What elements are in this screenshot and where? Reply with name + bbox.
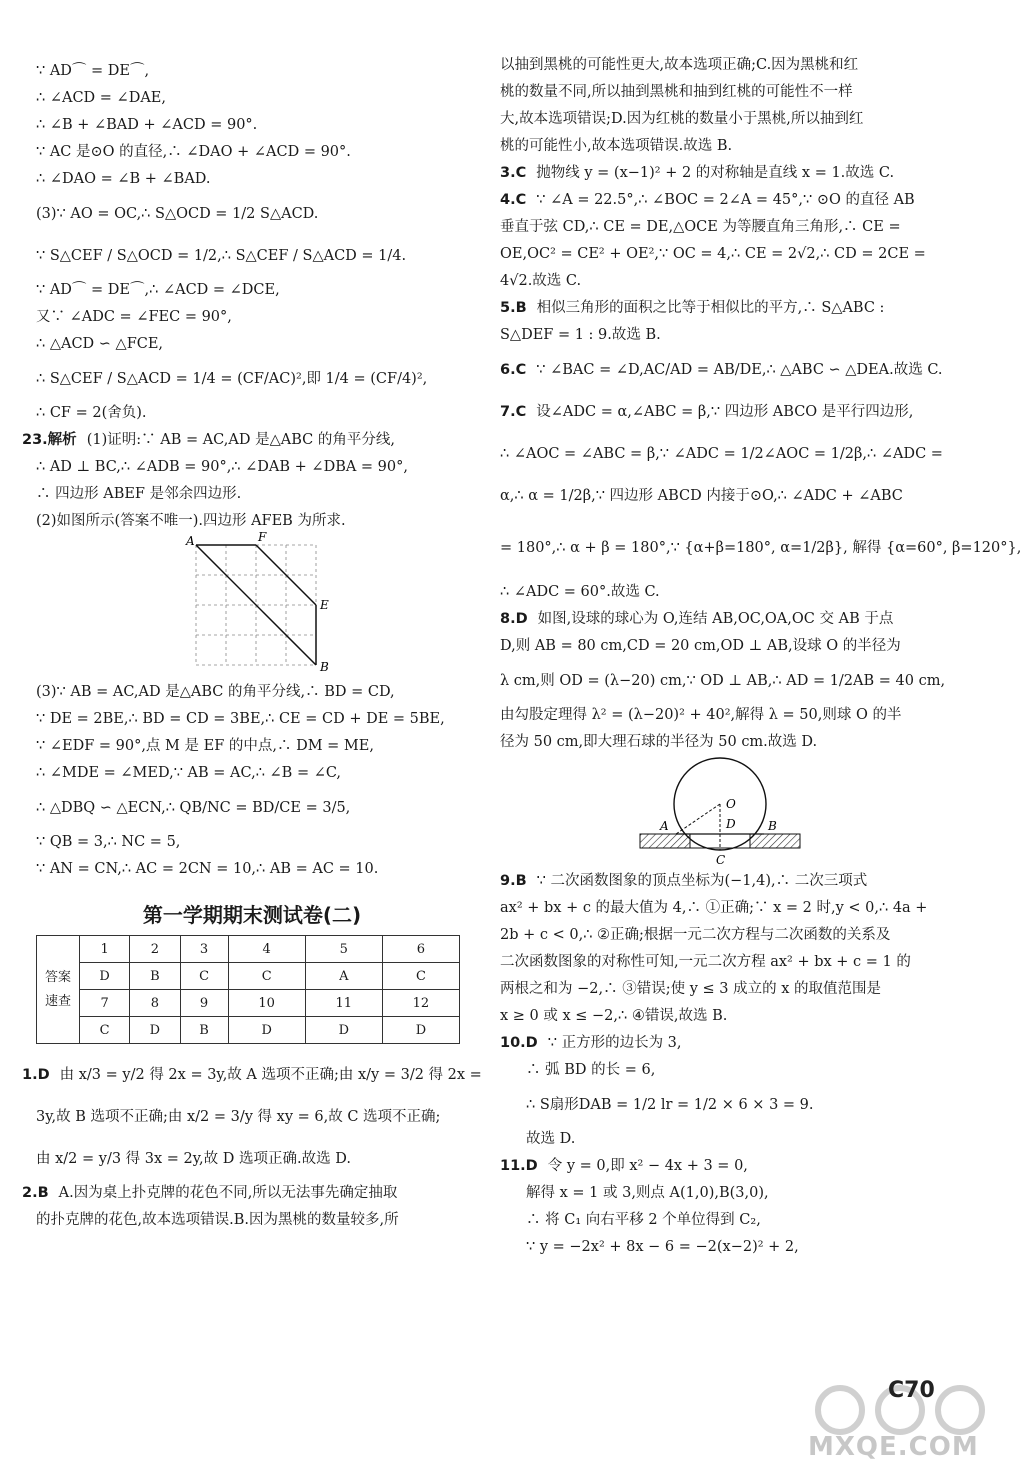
point-label-a: A [660,819,669,833]
table-cell: D [80,963,130,990]
text-line: OE,OC² = CE² + OE²,∵ OC = 4,∴ CE = 2√2,∴ CD = 2CE = [500,246,926,262]
text-line: (3)∵ AO = OC,∴ S△OCD = 1/2 S△ACD. [36,206,319,222]
page-number: C70 [888,1378,935,1403]
question-label: 5.B [500,300,527,316]
table-cell: 9 [180,990,228,1017]
question-3 [500,160,944,187]
question-label: 23.解析 [22,432,77,448]
question-label: 11.D [500,1158,538,1174]
text-line: ∴ △ACD ∽ △FCE, [36,336,164,352]
text-line: ∴ ∠B + ∠BAD + ∠ACD = 90°. [36,117,258,133]
text-line: 令 y = 0,即 x² − 4x + 3 = 0, [547,1158,748,1174]
answer-table [36,935,460,1044]
text-line: ∴ ∠ADC = 60°.故选 C. [500,584,660,600]
text-line: 相似三角形的面积之比等于相似比的平方,∴ S△ABC : [536,300,885,316]
text-line: 桃的数量不同,所以抽到黑桃和抽到红桃的可能性不一样 [500,84,853,100]
answer-table-header-top: 答案 [44,969,71,985]
text-line: ∴ 弧 BD 的长 = 6, [526,1062,656,1078]
text-line: 由 x/2 = y/3 得 3x = 2y,故 D 选项正确.故选 D. [36,1151,351,1167]
text-line: ∵ AD⌒ = DE⌒,∴ ∠ACD = ∠DCE, [36,282,280,298]
text-line: (1)证明:∵ AB = AC,AD 是△ABC 的角平分线, [86,432,395,448]
text-line: S△DEF = 1 : 9.故选 B. [500,327,661,343]
grid-figure-svg [36,530,468,679]
text-line: ∴ 将 C₁ 向右平移 2 个单位得到 C₂, [526,1212,761,1228]
text-line: ax² + bx + c 的最大值为 4,∴ ①正确;∵ x = 2 时,y < 0,∴ 4a + [500,900,928,916]
text-line: ∵ ∠BAC = ∠D,AC/AD = AB/DE,∴ △ABC ∽ △DEA.故选 C. [536,362,943,378]
table-cell: B [180,1017,228,1044]
table-cell: D [130,1017,180,1044]
text-line: ∴ CF = 2(舍负). [36,405,147,421]
point-label-c: C [716,853,726,867]
question-8 [500,606,944,633]
text-line: ∵ DE = 2BE,∴ BD = CD = 3BE,∴ CE = CD + DE = 5BE, [36,711,445,727]
text-line: ∵ 二次函数图象的顶点坐标为(−1,4),∴ 二次三项式 [536,873,868,889]
point-label-a: A [186,534,195,548]
text-line: ∴ ∠ACD = ∠DAE, [36,90,166,106]
question-4 [500,187,944,214]
question-label: 2.B [22,1185,49,1201]
section-title: 第一学期期末测试卷(二) [142,903,362,927]
text-line: 桃的可能性小,故本选项错误.故选 B. [500,138,733,154]
table-cell: B [130,963,180,990]
text-line: ∴ S扇形DAB = 1/2 lr = 1/2 × 6 × 3 = 9. [526,1097,814,1113]
ball-figure [500,756,944,868]
text-line: λ cm,则 OD = (λ−20) cm,∵ OD ⊥ AB,∴ AD = 1/2AB = 40 cm, [500,673,946,689]
table-cell: 12 [382,990,459,1017]
text-line: 大,故本选项错误;D.因为红桃的数量小于黑桃,所以抽到红 [500,111,864,127]
text-line: ∵ QB = 3,∴ NC = 5, [36,834,181,850]
text-line: 以抽到黑桃的可能性更大,故本选项正确;C.因为黑桃和红 [500,57,859,73]
text-line: ∵ AN = CN,∴ AC = 2CN = 10,∴ AB = AC = 10. [36,861,379,877]
text-line: 垂直于弦 CD,∴ CE = DE,△OCE 为等腰直角三角形,∴ CE = [500,219,901,235]
text-line: ∵ AD⌒ = DE⌒, [36,63,150,79]
table-cell: D [228,1017,305,1044]
question-7 [500,391,944,433]
text-line: 解得 x = 1 或 3,则点 A(1,0),B(3,0), [526,1185,769,1201]
point-label-b: B [768,819,777,833]
text-line: ∴ ∠MDE = ∠MED,∵ AB = AC,∴ ∠B = ∠C, [36,765,342,781]
question-5 [500,295,944,322]
question-label: 6.C [500,362,527,378]
question-label: 4.C [500,192,527,208]
question-label: 9.B [500,873,527,889]
table-cell: 11 [305,990,382,1017]
text-line: 径为 50 cm,即大理石球的半径为 50 cm.故选 D. [500,734,818,750]
answer-table-header [37,936,80,1044]
watermark-text: MXQE.COM [808,1432,979,1462]
text-line: ∴ AD ⊥ BC,∴ ∠ADB = 90°,∴ ∠DAB + ∠DBA = 90°, [36,459,408,475]
text-line: 抛物线 y = (x−1)² + 2 的对称轴是直线 x = 1.故选 C. [536,165,895,181]
text-line: (2)如图所示(答案不唯一).四边形 AFEB 为所求. [36,513,346,529]
table-cell: 3 [180,936,228,963]
point-label-d: D [726,817,736,831]
point-label-o: O [726,797,736,811]
point-label-e: E [320,598,329,612]
text-line: 3y,故 B 选项不正确;由 x/2 = 3/y 得 xy = 6,故 C 选项不正确; [36,1109,441,1125]
text-line: 的扑克牌的花色,故本选项错误.B.因为黑桃的数量较多,所 [36,1212,399,1228]
table-cell: D [305,1017,382,1044]
question-label: 10.D [500,1035,538,1051]
table-cell: 4 [228,936,305,963]
text-line: ∵ ∠A = 22.5°,∴ ∠BOC = 2∠A = 45°,∵ ⊙O 的直径 AB [536,192,915,208]
text-line: 二次函数图象的对称性可知,一元二次方程 ax² + bx + c = 1 的 [500,954,911,970]
text-line: ∵ 正方形的边长为 3, [547,1035,682,1051]
text-line: ∴ 四边形 ABEF 是邻余四边形. [36,486,242,502]
table-cell: 2 [130,936,180,963]
question-1 [22,1054,482,1096]
table-cell: 6 [382,936,459,963]
text-line: D,则 AB = 80 cm,CD = 20 cm,OD ⊥ AB,设球 O 的半径为 [500,638,901,654]
text-line: ∵ S△CEF / S△OCD = 1/2,∴ S△CEF / S△ACD = 1/4. [36,248,407,264]
text-line: α,∴ α = 1/2β,∵ 四边形 ABCD 内接于⊙O,∴ ∠ADC + ∠ABC [500,488,903,504]
question-6 [500,349,944,391]
text-line: 由 x/3 = y/2 得 2x = 3y,故 A 选项不正确;由 x/y = 3/2 得 2x = [59,1067,482,1083]
text-line: x ≥ 0 或 x ≤ −2,∴ ④错误,故选 B. [500,1008,728,1024]
answer-table-header-bottom: 速查 [44,993,71,1009]
grid-figure [36,530,468,679]
text-line: (3)∵ AB = AC,AD 是△ABC 的角平分线,∴ BD = CD, [36,684,395,700]
table-cell: 8 [130,990,180,1017]
text-line: ∴ S△CEF / S△ACD = 1/4 = (CF/AC)²,即 1/4 = (CF/4)², [36,371,428,387]
text-line: ∴ ∠AOC = ∠ABC = β,∵ ∠ADC = 1/2∠AOC = 1/2β,∴ ∠ADC = [500,446,943,462]
question-11 [500,1153,944,1180]
text-line: 设∠ADC = α,∠ABC = β,∵ 四边形 ABCO 是平行四边形, [536,404,914,420]
ball-figure-svg [500,756,944,868]
table-cell: A [305,963,382,990]
text-line: 故选 D. [526,1131,576,1147]
text-line: = 180°,∴ α + β = 180°,∵ {α+β=180°, α=1/2β}, 解得 {α=60°, β=120°}, [500,540,1021,556]
question-label: 1.D [22,1067,50,1083]
text-line: 4√2.故选 C. [500,273,582,289]
table-cell: D [382,1017,459,1044]
point-label-b: B [320,660,329,674]
question-label: 7.C [500,404,527,420]
table-cell: C [180,963,228,990]
text-line: ∵ ∠EDF = 90°,点 M 是 EF 的中点,∴ DM = ME, [36,738,374,754]
question-9 [500,868,944,895]
text-line: A.因为桌上扑克牌的花色不同,所以无法事先确定抽取 [58,1185,398,1201]
text-line: ∴ △DBQ ∽ △ECN,∴ QB/NC = BD/CE = 3/5, [36,800,351,816]
text-line: 又∵ ∠ADC = ∠FEC = 90°, [36,309,232,325]
table-cell: 10 [228,990,305,1017]
text-line: 2b + c < 0,∴ ②正确;根据一元二次方程与二次函数的关系及 [500,927,891,943]
question-10 [500,1030,944,1057]
left-column [22,58,482,1234]
text-line: ∵ y = −2x² + 8x − 6 = −2(x−2)² + 2, [526,1239,799,1255]
question-2 [22,1180,468,1207]
table-cell: 5 [305,936,382,963]
table-cell: C [382,963,459,990]
table-cell: 7 [80,990,130,1017]
text-line: 两根之和为 −2,∴ ③错误;使 y ≤ 3 成立的 x 的取值范围是 [500,981,881,997]
text-line: ∴ ∠DAO = ∠B + ∠BAD. [36,171,211,187]
question-label: 3.C [500,165,527,181]
table-cell: C [228,963,305,990]
point-label-f: F [258,530,267,544]
right-column [500,52,1021,1261]
question-23 [22,427,468,454]
question-label: 8.D [500,611,528,627]
text-line: 由勾股定理得 λ² = (λ−20)² + 40²,解得 λ = 50,则球 O 的半 [500,707,902,723]
text-line: 如图,设球的球心为 O,连结 AB,OC,OA,OC 交 AB 于点 [537,611,894,627]
text-line: ∵ AC 是⊙O 的直径,∴ ∠DAO + ∠ACD = 90°. [36,144,351,160]
table-cell: 1 [80,936,130,963]
table-cell: C [80,1017,130,1044]
